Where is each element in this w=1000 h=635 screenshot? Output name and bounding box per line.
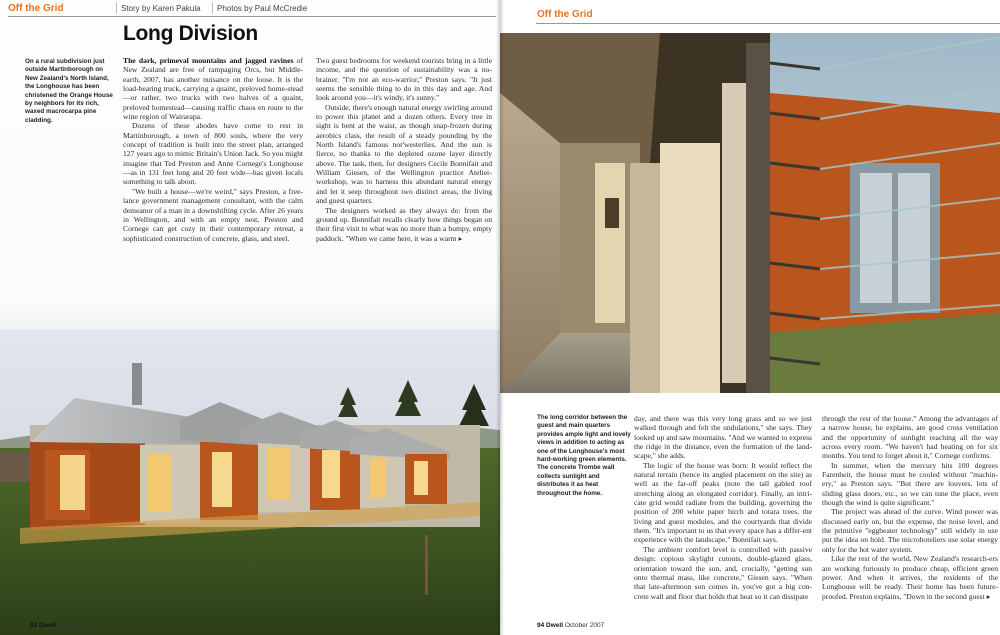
- paragraph: through the rest of the house." Among the advantages of a narrow house, he explains, are good cross ventilation and the opportunity of sunlight reaching all the way across every room. "We haven't had heating on for six months. You tend to forget about it," Cornege confirms.: [822, 414, 998, 461]
- issue-date: October 2007: [564, 622, 605, 629]
- paragraph: Outside, there's enough natural energy swirling around to power this planet and a dozen others. Every tree in sight is bent at the waist, as though snap-frozen during aerobics class, the result of a steady pounding by the North Island's famous nor'westerlies. And the sun is fierce, no thanks to the depleted ozone layer directly above. The task, then, for designers Cecile Bonnifait and William Giesen, of the Wellington practice Atelier-workshop, was to harness this abundant natural energy and let it seep throughout two distinct areas, the living and guest quarters.: [316, 102, 492, 206]
- page-folio: [537, 622, 604, 629]
- paragraph: "We built a house—we're weird," says Preston, a free-lance government management consultant, with the calm demeanor of a man in a downshifting cycle. After 26 years in Wellington, and with an empty nest, Preston and Cornege can get cozy in their contemporary retreat, a sophisticated construction of concrete, glass, and steel.: [123, 186, 303, 243]
- paragraph: The logic of the house was born: It would reflect the natural terrain (hence its angled placement on the site) as well as the far-off peaks (note the tall gabled roof stretching along an elongated corridor). Finally, an intri-cate grid would radiate from the building, governing the position of 200 white paper birch and totara trees, the living and guest modules, and the courtyards that divide them. "It's important to us that every space has a differ-ent experience with the landscape," Bonnifait says.: [634, 460, 812, 545]
- paragraph: Like the rest of the world, New Zealand's research-ers are working furiously to produce cheap, efficient green power. And when it arrives, the residents of the Longhouse will be ready. Their home has been future-proofed. Preston explains, "Down in the second guest ▸: [822, 554, 998, 601]
- lead-in: The dark, primeval mountains and jagged ravines: [123, 56, 294, 65]
- page-gutter: [496, 0, 504, 635]
- page-number: 92: [30, 622, 38, 629]
- paragraph: Dozens of these abodes have come to rest in Martinborough, a town of 800 souls, where the very concept of tradition is built into the street plan, arranged 127 years ago to mimic Britain's Union Jack. So you might imagine that Ted Preston and Anne Cornege's Longhouse—as in 131 feet long and 20 feet wide—has given locals something to talk about.: [123, 121, 303, 187]
- paragraph: The ambient comfort level is controlled with passive design: copious skylight cutouts, double-glazed glass, orientation toward the sun, and, crucially, "getting sun onto thermal mass, like concrete," Giesen says. "When that late-afternoon sun comes in, you've got a big con-crete wall and floor that holds that heat so it can dissipate: [634, 544, 812, 601]
- photo-caption: The long corridor between the guest and main quarters provides ample light and lovely views in addition to acting as one of the Longhouse's most hard-working green elements. The concrete Trombe wall collects sunlight and distributes it as heat throughout the home.: [537, 414, 631, 497]
- corridor-interior-photo: [500, 33, 1000, 393]
- header-divider: [116, 2, 117, 14]
- page-folio: [30, 622, 97, 629]
- page-number: 94: [537, 622, 545, 629]
- paragraph: The designers worked as they always do: from the ground up. Bonnifait recalls clearly how things began on their first visit to what was no more than a bumpy, empty paddock. "When we came here, it was a warm ▸: [316, 205, 492, 243]
- header-rule: [8, 16, 496, 17]
- longhouse-exterior-photo: [0, 330, 500, 635]
- article-column-1: [123, 56, 303, 243]
- photo-credit: Photos by Paul McCredie: [217, 4, 308, 13]
- section-tag: Off the Grid: [8, 3, 64, 14]
- header-divider: [212, 2, 213, 14]
- paragraph: In summer, when the mercury hits 100 degrees Farenheit, the house must be cooled without "machin-ery," as Preston says. "But there are louvers, lots of sliding glass doors, etc., so we can tune the place, even though the wind is quite significant.": [822, 460, 998, 508]
- header-rule: [536, 23, 1000, 24]
- story-credit: Story by Karen Pakula: [121, 4, 201, 13]
- side-caption: On a rural subdivision just outside Martinborough on New Zealand's North Island, the Longhouse has been christened the Orange House by neighbors for its rich, waxed macrocarpa pine cladding.: [25, 58, 113, 124]
- magazine-name: Dwell: [546, 622, 564, 629]
- issue-date: October 2007: [57, 622, 98, 629]
- right-page: [500, 0, 1000, 635]
- section-tag: Off the Grid: [537, 9, 593, 20]
- article-column-1: [634, 414, 812, 601]
- paragraph: Two guest bedrooms for weekend tourists bring in a little income, and the question of sustainability was a no-brainer. "I'm not an eco-warrior," Preston says. "It just seems the sensible thing to do in this day and age. And look around you—it's windy, it's sunny.": [316, 56, 492, 103]
- paragraph: The project was ahead of the curve. Wind power was discussed early on, but the expense, the noise level, and the primitive "eggbeater technology" still widely in use put the idea on hold. The microhoteliers use solar energy only for the hot water system.: [822, 507, 998, 554]
- headline: Long Division: [123, 22, 258, 45]
- article-column-2: [316, 56, 492, 243]
- magazine-name: Dwell: [39, 622, 57, 629]
- paragraph: of New Zealand are free of rampaging Orcs, but Middle-earth, 2007, has another nuisance on the loose. It is the load-bearing truck, carrying a quaint, preloved home-stead—or rather, two trucks with two halves of a quaint, preloved homestead—causing traffic chaos en route to the wine region of Wairarapa.: [123, 56, 303, 122]
- paragraph: day, and there was this very long grass and so we just walked through and felt the undulations," she says. They looked up and saw mountains. "And we wanted to express the ridge in the distance, even the formation of the land-scape," she adds.: [634, 414, 812, 461]
- article-column-2: [822, 414, 998, 601]
